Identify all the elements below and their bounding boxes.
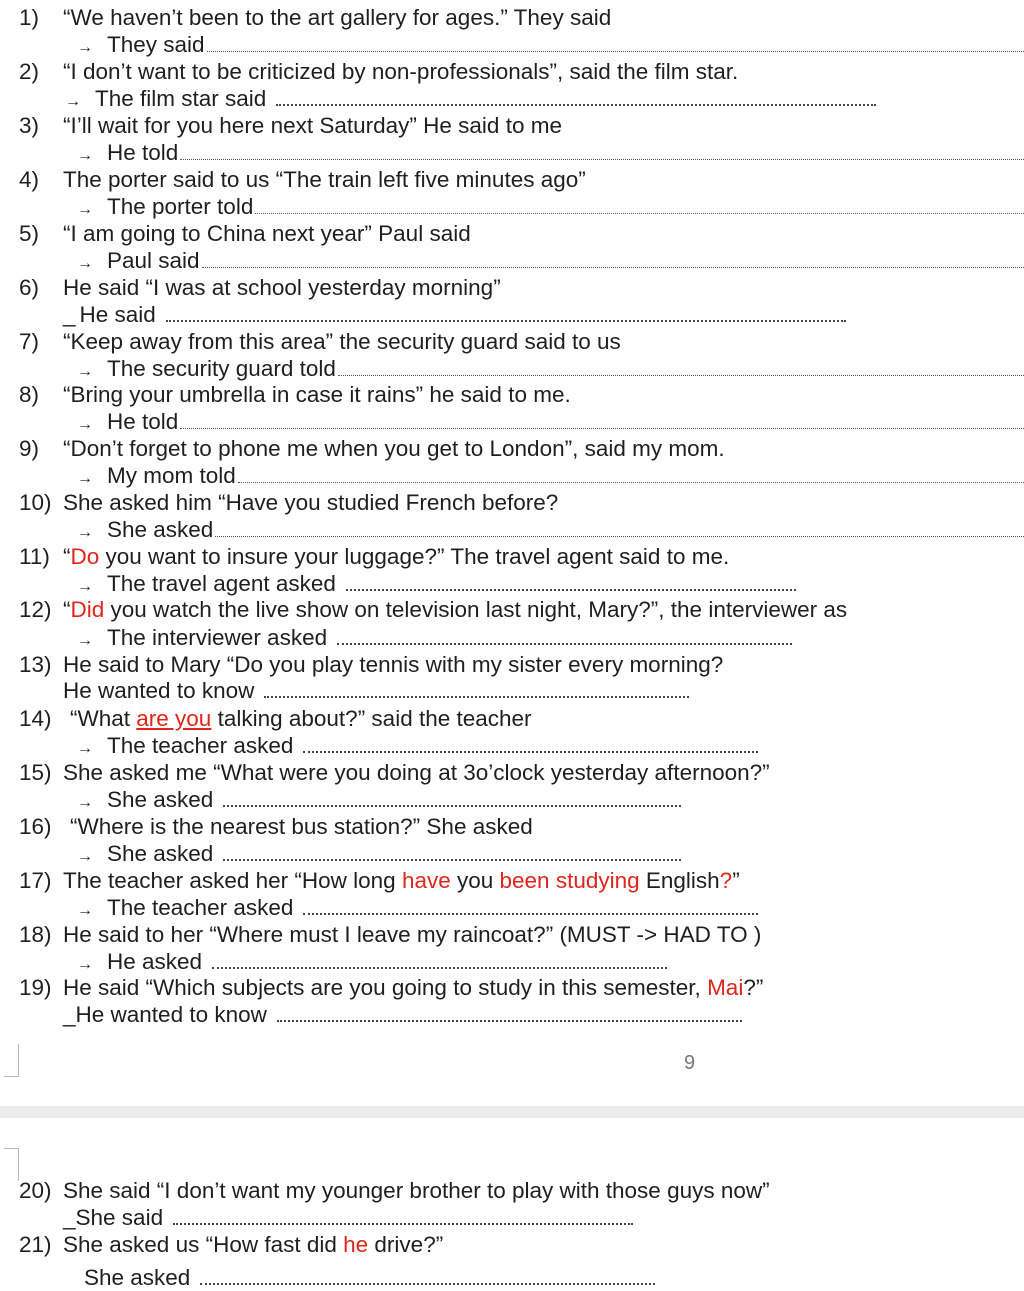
question-text: “I don’t want to be criticized by non-professionals”, said the film star. — [63, 59, 739, 84]
item-9-question: 9) “Don’t forget to phone me when you get to London”, said my mom. — [19, 436, 725, 461]
highlighted-word: been studying — [499, 868, 640, 893]
item-17-answer — [0, 894, 1024, 921]
arrow-icon: → — [77, 524, 93, 541]
answer-blank[interactable] — [303, 895, 758, 915]
item-16-answer — [0, 840, 1024, 867]
dash-marker: _ — [63, 1205, 76, 1230]
arrow-icon: → — [77, 632, 93, 649]
arrow-icon: → — [65, 93, 81, 110]
arrow-icon: → — [77, 201, 93, 218]
highlighted-word: he — [343, 1232, 369, 1257]
item-14-question: 14) “What are you talking about?” said the teacher — [19, 706, 532, 731]
item-7-question: 7) “Keep away from this area” the security guard said to us — [19, 329, 621, 354]
answer-prompt: My mom told — [107, 463, 236, 488]
arrow-icon: → — [77, 39, 93, 56]
item-19-answer — [0, 1001, 1024, 1028]
answer-prompt: The teacher asked — [107, 895, 294, 920]
item-1-answer — [0, 31, 1024, 58]
dash-marker: _ — [63, 1002, 76, 1027]
item-4-answer — [0, 193, 1024, 220]
arrow-icon: → — [77, 740, 93, 757]
arrow-icon: → — [77, 578, 93, 595]
question-text: The porter said to us “The train left five minutes ago” — [63, 167, 586, 192]
highlighted-word: Do — [70, 544, 100, 569]
item-17-question: 17) The teacher asked her “How long have you been studying English?” — [19, 868, 740, 893]
question-text: The teacher asked her “How long have you been studying English?” — [63, 868, 740, 893]
answer-prompt: The porter told — [107, 194, 254, 219]
highlighted-word: ? — [719, 868, 733, 893]
item-16-question: 16) “Where is the nearest bus station?” She asked — [19, 814, 533, 839]
answer-prompt: The film star said — [95, 86, 267, 111]
question-text: He said to her “Where must I leave my raincoat?” (MUST -> HAD TO ) — [63, 922, 762, 947]
question-text: “What are you talking about?” said the teacher — [70, 706, 532, 731]
question-text: “Don’t forget to phone me when you get to London”, said my mom. — [63, 436, 725, 461]
highlighted-word: have — [401, 868, 451, 893]
answer-blank[interactable] — [276, 86, 876, 106]
answer-blank[interactable] — [166, 302, 846, 322]
answer-blank[interactable] — [180, 141, 1024, 160]
item-3-answer — [0, 139, 1024, 166]
answer-prompt: The security guard told — [107, 356, 336, 381]
highlighted-word: Mai — [707, 975, 744, 1000]
answer-blank[interactable] — [223, 787, 681, 807]
item-21-answer — [0, 1264, 1024, 1291]
answer-prompt: He asked — [107, 949, 203, 974]
answer-prompt: He said — [79, 302, 156, 327]
answer-blank[interactable] — [264, 678, 689, 698]
answer-blank[interactable] — [346, 571, 796, 591]
question-text: “I’ll wait for you here next Saturday” He said to me — [63, 113, 562, 138]
page-number: 9 — [684, 1052, 696, 1074]
answer-blank[interactable] — [202, 249, 1024, 268]
answer-blank[interactable] — [338, 357, 1024, 376]
answer-prompt: The travel agent asked — [107, 571, 336, 596]
item-21-question: 21) She asked us “How fast did he drive?” — [19, 1232, 444, 1257]
question-text: She said “I don’t want my younger brother to play with those guys now” — [63, 1178, 770, 1203]
item-13-question: 13) He said to Mary “Do you play tennis with my sister every morning? — [19, 652, 724, 677]
dash-marker: _ — [63, 302, 76, 327]
answer-blank[interactable] — [207, 33, 1024, 52]
answer-blank[interactable] — [215, 518, 1024, 537]
item-18-question: 18) He said to her “Where must I leave my raincoat?” (MUST -> HAD TO ) — [19, 922, 762, 947]
arrow-icon: → — [77, 416, 93, 433]
item-6-answer — [0, 301, 1024, 328]
answer-blank[interactable] — [238, 464, 1024, 483]
answer-prompt: She asked — [84, 1265, 191, 1290]
item-5-answer — [0, 247, 1024, 274]
item-1-question: 1) “We haven’t been to the art gallery for ages.” They said — [19, 5, 612, 30]
answer-blank[interactable] — [180, 410, 1024, 429]
item-12-question: 12) “Did you watch the live show on television last night, Mary?”, the interviewer as — [19, 597, 848, 622]
arrow-icon: → — [77, 255, 93, 272]
answer-prompt: He told — [107, 409, 179, 434]
item-9-answer — [0, 462, 1024, 489]
item-2-question: 2) “I don’t want to be criticized by non-professionals”, said the film star. — [19, 59, 739, 84]
highlighted-word: are you — [136, 706, 212, 731]
question-text: “Did you watch the live show on television last night, Mary?”, the interviewer as — [63, 597, 848, 622]
item-5-question: 5) “I am going to China next year” Paul said — [19, 221, 471, 246]
answer-prompt: She asked — [107, 787, 214, 812]
answer-blank[interactable] — [223, 841, 681, 861]
question-text: “We haven’t been to the art gallery for ages.” They said — [63, 5, 612, 30]
answer-prompt: The interviewer asked — [107, 625, 328, 650]
answer-blank[interactable] — [337, 625, 792, 645]
worksheet-page-10 — [0, 1118, 1024, 1290]
arrow-icon: → — [77, 147, 93, 164]
question-text: “Do you want to insure your luggage?” The travel agent said to me. — [63, 544, 730, 569]
answer-prompt: The teacher asked — [107, 733, 294, 758]
answer-prompt: She asked — [107, 517, 214, 542]
answer-blank[interactable] — [212, 949, 667, 969]
question-text: He said “Which subjects are you going to study in this semester, Mai?” — [63, 975, 764, 1000]
answer-prompt: Paul said — [107, 248, 200, 273]
item-19-question: 19) He said “Which subjects are you going to study in this semester, Mai?” — [19, 975, 764, 1000]
answer-blank[interactable] — [303, 733, 758, 753]
item-3-question: 3) “I’ll wait for you here next Saturday” He said to me — [19, 113, 562, 138]
question-text: “Bring your umbrella in case it rains” he said to me. — [63, 382, 571, 407]
item-10-answer — [0, 516, 1024, 543]
question-text: “Keep away from this area” the security guard said to us — [63, 329, 621, 354]
answer-prompt: He wanted to know — [75, 1002, 267, 1027]
arrow-icon: → — [77, 902, 93, 919]
answer-blank[interactable] — [255, 195, 1024, 214]
answer-prompt: He told — [107, 140, 179, 165]
item-13-answer — [0, 677, 1024, 704]
question-text: She asked him “Have you studied French before? — [63, 490, 559, 515]
highlighted-word: Did — [70, 597, 105, 622]
item-11-question: 11) “Do you want to insure your luggage?” The travel agent said to me. — [19, 544, 730, 569]
arrow-icon: → — [77, 363, 93, 380]
answer-blank[interactable] — [200, 1265, 655, 1285]
item-14-answer — [0, 732, 1024, 759]
answer-prompt: He wanted to know — [63, 678, 255, 703]
item-15-answer — [0, 786, 1024, 813]
item-2-answer — [0, 85, 1024, 112]
answer-prompt: She asked — [107, 841, 214, 866]
arrow-icon: → — [77, 956, 93, 973]
page-corner-mark — [4, 1044, 19, 1077]
item-12-answer — [0, 624, 1024, 651]
item-20-answer — [0, 1204, 1024, 1231]
answer-blank[interactable] — [277, 1002, 742, 1022]
answer-prompt: They said — [107, 32, 205, 57]
question-text: “I am going to China next year” Paul said — [63, 221, 471, 246]
arrow-icon: → — [77, 848, 93, 865]
item-18-answer — [0, 948, 1024, 975]
item-10-question: 10) She asked him “Have you studied French before? — [19, 490, 559, 515]
item-7-answer — [0, 355, 1024, 382]
arrow-icon: → — [77, 470, 93, 487]
question-text: She asked us “How fast did he drive?” — [63, 1232, 444, 1257]
page-separator — [0, 1106, 1024, 1118]
question-text: She asked me “What were you doing at 3o’clock yesterday afternoon?” — [63, 760, 770, 785]
question-text: “Where is the nearest bus station?” She asked — [70, 814, 533, 839]
answer-blank[interactable] — [173, 1205, 633, 1225]
item-6-question: 6) He said “I was at school yesterday morning” — [19, 275, 501, 300]
item-15-question: 15) She asked me “What were you doing at 3o’clock yesterday afternoon?” — [19, 760, 770, 785]
answer-prompt: She said — [75, 1205, 164, 1230]
item-11-answer — [0, 570, 1024, 597]
question-text: He said “I was at school yesterday morning” — [63, 275, 501, 300]
item-4-question: 4) The porter said to us “The train left five minutes ago” — [19, 167, 586, 192]
item-8-question: 8) “Bring your umbrella in case it rains” he said to me. — [19, 382, 571, 407]
item-8-answer — [0, 408, 1024, 435]
arrow-icon: → — [77, 794, 93, 811]
item-20-question: 20) She said “I don’t want my younger brother to play with those guys now” — [19, 1178, 770, 1203]
question-text: He said to Mary “Do you play tennis with my sister every morning? — [63, 652, 724, 677]
